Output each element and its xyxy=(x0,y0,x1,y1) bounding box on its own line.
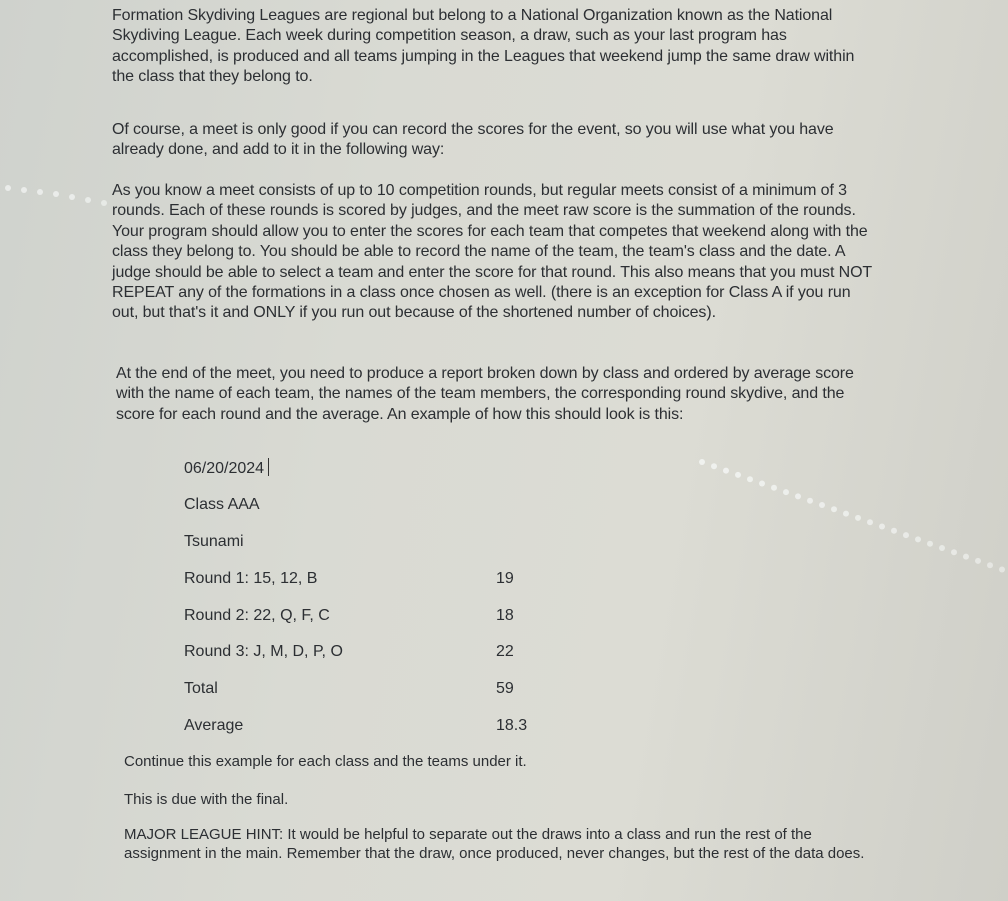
moire-dots-left xyxy=(0,178,120,218)
example-round-label: Round 2: 22, Q, F, C xyxy=(184,607,330,624)
example-round-label: Round 1: 15, 12, B xyxy=(184,570,318,587)
example-round-score: 22 xyxy=(496,643,514,660)
example-round-score: 18 xyxy=(496,607,514,624)
example-average-label: Average xyxy=(184,717,244,734)
scores-paragraph: Of course, a meet is only good if you can record the scores for the event, so you will use what you have already done, and add to it in the following way: xyxy=(112,121,834,159)
rounds-paragraph: As you know a meet consists of up to 10 competition rounds, but regular meets consist of a minimum of 3 rounds. Each of these rounds is scored by judges, and the meet raw score is the summation of the rounds. Your program should allow you to enter the scores for each team that competes that weekend along with the class they belong to. You should be able to record the name of the team, the team's class and the date. A judge should be able to select a team and enter the score for that round. This also means that you must NOT REPEAT any of the formations in a class once chosen as well. (there is an exception for Class A if you run out, but that's it and ONLY if you run out because of the shortened number of choices). xyxy=(112,182,872,322)
example-round-score: 19 xyxy=(496,570,514,587)
intro-paragraph: Formation Skydiving Leagues are regional but belong to a National Organization known as the National Skydiving League. Each week during competition season, a draw, such as your last program has accomplished, is produced and all teams jumping in the Leagues that weekend jump the same draw within the class that they belong to. xyxy=(112,7,855,86)
text-cursor xyxy=(268,458,269,476)
example-team: Tsunami xyxy=(184,533,244,550)
due-note: This is due with the final. xyxy=(124,791,289,808)
continue-note: Continue this example for each class and the teams under it. xyxy=(124,753,527,770)
example-round-label: Round 3: J, M, D, P, O xyxy=(184,643,343,660)
report-paragraph: At the end of the meet, you need to produce a report broken down by class and ordered by average score with the name of each team, the names of the team members, the corresponding round skydive, and the score for each round and the average. An example of how this should look is this: xyxy=(116,365,854,423)
hint-note: MAJOR LEAGUE HINT: It would be helpful to separate out the draws into a class and run the rest of the assignment in the main. Remember that the draw, once produced, never changes, but the rest of the data does. xyxy=(124,826,865,862)
example-date: 06/20/2024 xyxy=(184,458,269,479)
example-class: Class AAA xyxy=(184,496,260,513)
example-total-value: 59 xyxy=(496,680,514,697)
example-average-value: 18.3 xyxy=(496,717,528,734)
example-total-label: Total xyxy=(184,680,218,697)
moire-dots-right xyxy=(690,452,1008,582)
